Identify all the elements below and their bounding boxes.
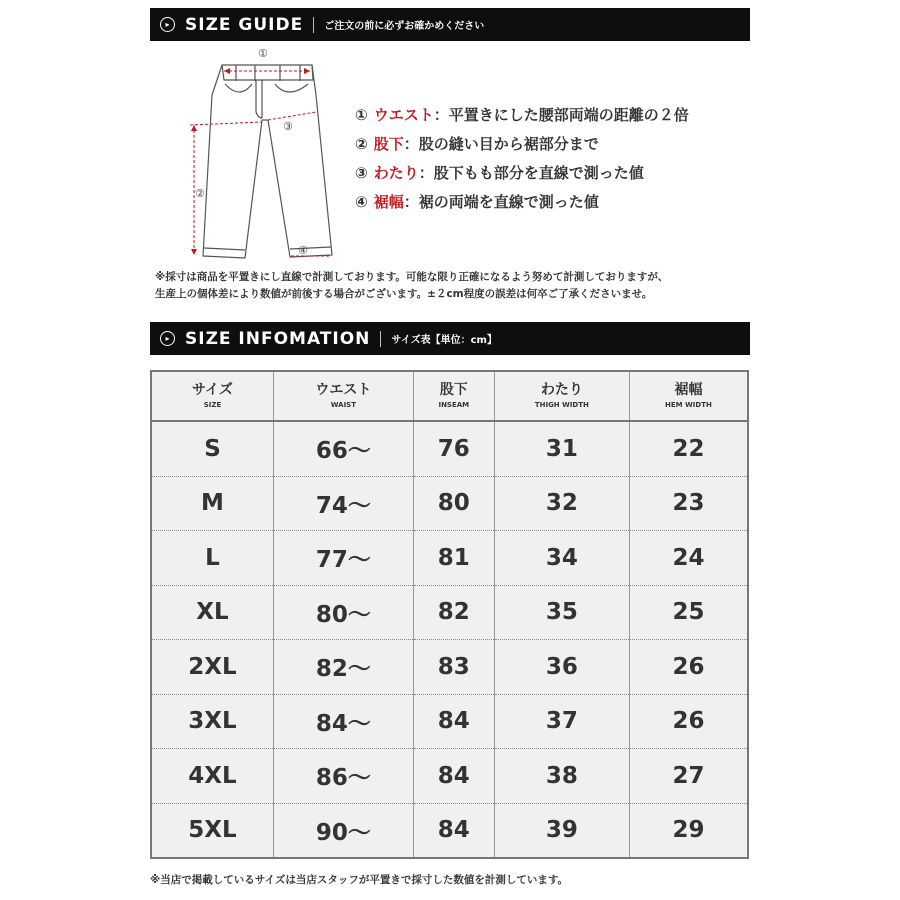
legend-num: ①	[355, 105, 368, 124]
table-cell: 84	[413, 694, 494, 749]
header-divider	[380, 331, 381, 347]
size-info-header	[150, 322, 750, 355]
legend-term: ウエスト	[373, 106, 434, 124]
table-cell: 25	[629, 585, 748, 640]
size-table	[150, 370, 749, 859]
table-cell: 80〜	[273, 585, 413, 640]
legend-num: ②	[355, 134, 368, 153]
legend-item-inseam	[355, 129, 689, 158]
table-cell: 86〜	[273, 749, 413, 804]
legend-term: わたり	[373, 164, 419, 182]
table-cell: 4XL	[151, 749, 273, 804]
header-thigh-width: わたり THIGH WIDTH	[494, 371, 629, 421]
note-line: ※採寸は商品を平置きにし直線で計測しております。可能な限り正確になるよう努めて計測しておりますが、	[155, 271, 669, 283]
table-cell: 35	[494, 585, 629, 640]
table-row	[151, 476, 748, 531]
table-cell: 22	[629, 421, 748, 476]
table-cell: 32	[494, 476, 629, 531]
header-waist: ウエスト WAIST	[273, 371, 413, 421]
table-cell: 2XL	[151, 640, 273, 695]
table-cell: 82〜	[273, 640, 413, 695]
table-cell: 26	[629, 640, 748, 695]
thigh-measure-line	[268, 112, 316, 120]
table-cell: 5XL	[151, 803, 273, 858]
legend-desc: ：股下もも部分を直線で測った値	[418, 164, 644, 182]
legend-term: 股下	[373, 135, 404, 153]
table-cell: M	[151, 476, 273, 531]
table-header-row	[151, 371, 748, 421]
table-row	[151, 749, 748, 804]
table-row	[151, 694, 748, 749]
chevron-right-icon: ▸	[160, 17, 175, 32]
marker-1: ①	[258, 47, 268, 60]
marker-4: ④	[298, 244, 308, 257]
header-inseam: 股下 INSEAM	[413, 371, 494, 421]
header-divider	[313, 17, 314, 33]
chevron-right-icon: ▸	[160, 331, 175, 346]
table-cell: 90〜	[273, 803, 413, 858]
table-cell: 37	[494, 694, 629, 749]
table-row	[151, 803, 748, 858]
table-cell: 83	[413, 640, 494, 695]
legend-desc: ：裾の両端を直線で測った値	[403, 193, 599, 211]
table-cell: 24	[629, 531, 748, 586]
legend-item-waist	[355, 100, 689, 129]
note-line: 生産上の個体差により数値が前後する場合がございます。±２cm程度の誤差は何卒ご了承くださいませ。	[155, 288, 653, 300]
size-guide-header	[150, 8, 750, 41]
table-cell: 84〜	[273, 694, 413, 749]
table-cell: 84	[413, 803, 494, 858]
jeans-diagram	[185, 42, 345, 262]
table-cell: 3XL	[151, 694, 273, 749]
table-cell: L	[151, 531, 273, 586]
header-size: サイズ SIZE	[151, 371, 273, 421]
legend-num: ③	[355, 163, 368, 182]
table-cell: 36	[494, 640, 629, 695]
jeans-outline	[203, 65, 332, 258]
legend-item-hem	[355, 187, 689, 216]
table-cell: S	[151, 421, 273, 476]
table-cell: 26	[629, 694, 748, 749]
staff-measure-note: ※当店で掲載しているサイズは当店スタッフが平置きで採寸した数値を計測しています。	[150, 874, 569, 886]
legend-desc: ：平置きにした腰部両端の距離の２倍	[433, 106, 689, 124]
table-cell: 31	[494, 421, 629, 476]
size-info-subtitle: サイズ表【単位：cm】	[391, 335, 497, 346]
legend-num: ④	[355, 192, 368, 211]
table-cell: 39	[494, 803, 629, 858]
table-cell: 38	[494, 749, 629, 804]
table-cell: 34	[494, 531, 629, 586]
legend-desc: ：股の縫い目から裾部分まで	[403, 135, 599, 153]
marker-3: ③	[283, 120, 293, 133]
table-cell: 80	[413, 476, 494, 531]
legend-term: 裾幅	[373, 193, 404, 211]
table-cell: 27	[629, 749, 748, 804]
table-cell: 82	[413, 585, 494, 640]
table-cell: XL	[151, 585, 273, 640]
table-cell: 74〜	[273, 476, 413, 531]
legend-item-thigh	[355, 158, 689, 187]
table-cell: 81	[413, 531, 494, 586]
size-info-title: SIZE INFOMATION	[185, 328, 371, 349]
table-row	[151, 640, 748, 695]
size-guide-subtitle: ご注文の前に必ずお確かめください	[324, 21, 485, 32]
table-cell: 76	[413, 421, 494, 476]
table-cell: 29	[629, 803, 748, 858]
table-row	[151, 421, 748, 476]
marker-2: ②	[195, 187, 205, 200]
size-guide-title: SIZE GUIDE	[185, 14, 304, 35]
measurement-legend	[355, 100, 689, 216]
table-cell: 23	[629, 476, 748, 531]
table-row	[151, 585, 748, 640]
table-cell: 66〜	[273, 421, 413, 476]
table-row	[151, 531, 748, 586]
header-hem-width: 裾幅 HEM WIDTH	[629, 371, 748, 421]
table-cell: 84	[413, 749, 494, 804]
table-cell: 77〜	[273, 531, 413, 586]
measurement-note	[155, 269, 668, 303]
